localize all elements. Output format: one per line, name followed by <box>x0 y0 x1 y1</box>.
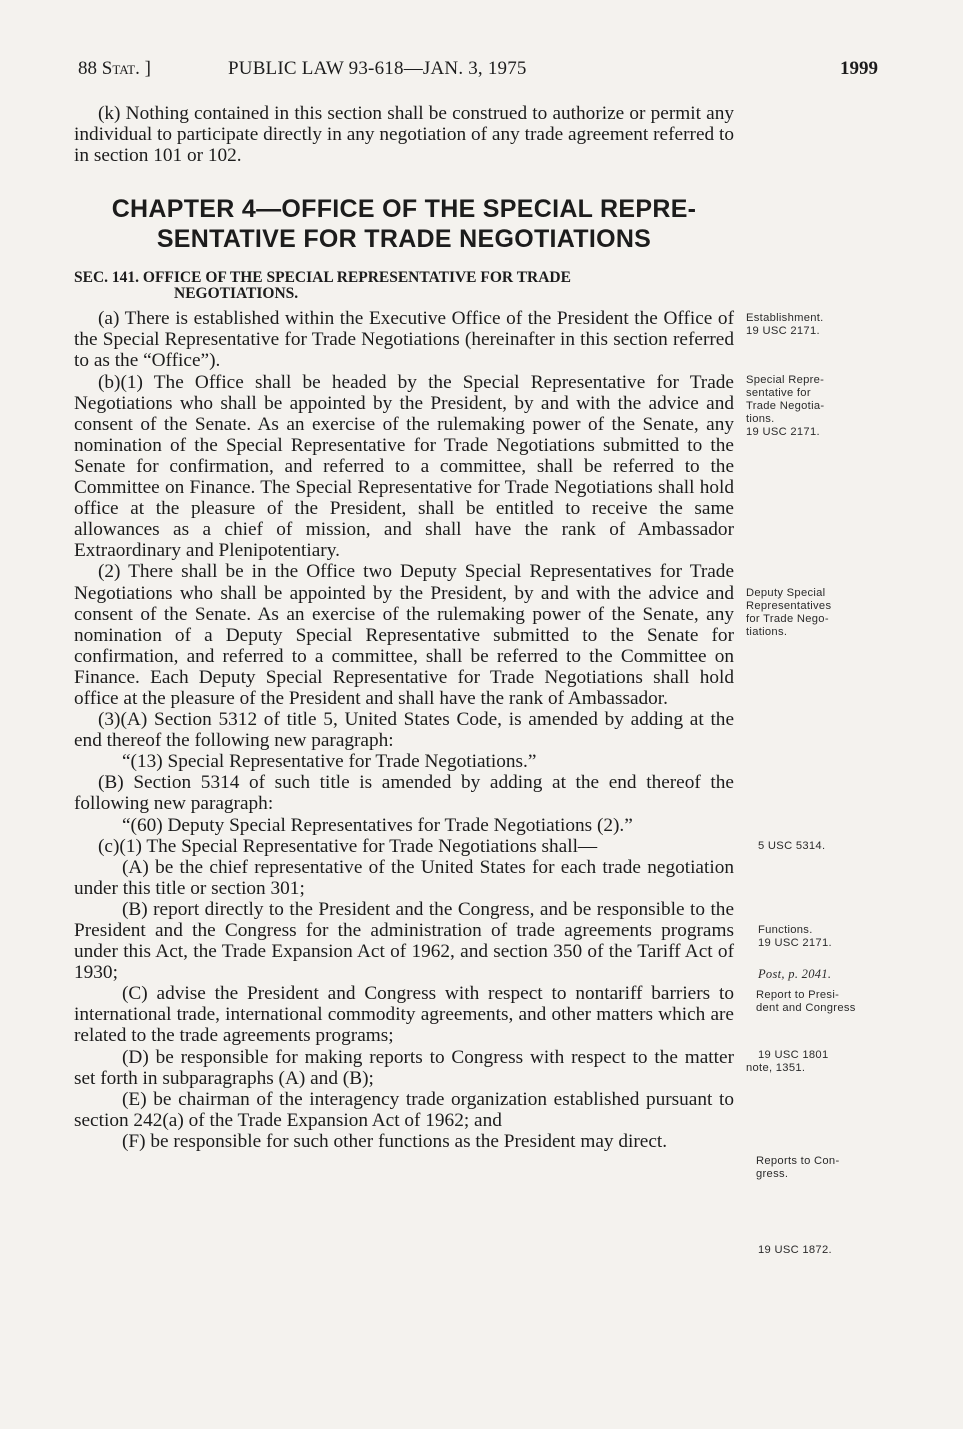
stat-reference: 88 Stat. ] <box>78 58 151 79</box>
margin-note-line: 5 USC 5314. <box>758 840 826 852</box>
margin-note-line: tions. <box>746 413 775 425</box>
margin-note-line: Special Repre- <box>746 374 825 386</box>
margin-note-5usc5314 <box>758 840 898 853</box>
margin-note-line: Trade Negotia- <box>746 400 825 412</box>
law-title: PUBLIC LAW 93-618—JAN. 3, 1975 <box>228 58 527 79</box>
margin-note-19usc1801 <box>746 1049 886 1075</box>
statute-body <box>74 103 734 1152</box>
paragraph-a: (a) There is established within the Executive Office of the President the Office of the Special Representative for Trade Negotiations (hereinafter in this section referred to as the “Office”). <box>74 308 734 372</box>
margin-note-line: Reports to Con- <box>756 1155 840 1167</box>
margin-note-line: 19 USC 2171. <box>746 325 820 337</box>
post-reference: Post, p. 2041. <box>758 967 832 981</box>
margin-note-report <box>756 989 896 1015</box>
paragraph-c1: (c)(1) The Special Representative for Trade Negotiations shall— <box>98 835 598 857</box>
chapter-heading-line1: CHAPTER 4—OFFICE OF THE SPECIAL REPRE- <box>111 195 697 224</box>
margin-note-deputy <box>746 587 886 639</box>
paragraph-cF: (F) be responsible for such other functions as the President may direct. <box>122 1130 668 1152</box>
paragraph-b1: (b)(1) The Office shall be headed by the Special Representative for Trade Negotiations who shall be appointed by the President, by and with the advice and consent of the Senate. As an exercise of the rulemaking power of the Senate, any nomination of the Special Representative for Trade Negotiations submitted to the Senate for confirmation, and referred to a committee, shall be referred to the Committee on Finance. The Special Representative for Trade Negotiations shall hold office at the pleasure of the President, shall be entitled to receive the same allowances as a chief of mission, and shall have the rank of Ambassador Extraordinary and Plenipotentiary. <box>74 371 734 562</box>
paragraph-cD: (D) be responsible for making reports to Congress with respect to the matter set forth in subparagraphs (A) and (B); <box>74 1046 734 1089</box>
chapter-heading <box>74 194 734 254</box>
margin-note-line: tiations. <box>746 626 788 638</box>
paragraph-cA: (A) be the chief representative of the United States for each trade negotiation under this title or section 301; <box>74 856 734 899</box>
margin-note-special-representative <box>746 374 886 439</box>
paragraph-b3A: (3)(A) Section 5312 of title 5, United States Code, is amended by adding at the end thereof the following new paragraph: <box>74 709 734 752</box>
paragraph-cE: (E) be chairman of the interagency trade organization established pursuant to section 242(a) of the Trade Expansion Act of 1962; and <box>74 1088 734 1131</box>
margin-note-line: Representatives <box>746 600 832 612</box>
quote-13: “(13) Special Representative for Trade Negotiations.” <box>122 751 537 773</box>
margin-note-line: Functions. <box>758 924 813 936</box>
paragraph-b2: (2) There shall be in the Office two Deputy Special Representatives for Trade Negotiations who shall be appointed by the President, by and with the advice and consent of the Senate. As an exercise of the rulemaking power of the Senate, any nomination of a Deputy Special Representative submitted to the Senate for confirmation, and referred to a committee, shall be referred to the Committee on Finance. Each Deputy Special Representative for Trade Negotiations shall hold office at the pleasure of the President and shall have the rank of Ambassador. <box>74 561 734 709</box>
paragraph-b3B: (B) Section 5314 of such title is amended by adding at the end thereof the following new paragraph: <box>74 772 734 815</box>
margin-note-line: 19 USC 2171. <box>746 426 820 438</box>
margin-note-line: note, 1351. <box>746 1062 806 1074</box>
margin-note-post <box>758 968 898 982</box>
margin-note-line <box>758 968 898 982</box>
margin-note-line: 19 USC 2171. <box>758 937 832 949</box>
quote-60: “(60) Deputy Special Representatives for Trade Negotiations (2).” <box>122 814 633 836</box>
margin-note-line: gress. <box>756 1168 789 1180</box>
margin-note-line: 19 USC 1801 <box>758 1049 829 1061</box>
paragraph-k: (k) Nothing contained in this section shall be construed to authorize or permit any individual to participate directly in any negotiation of any trade agreement referred to in section 101 or 102. <box>74 103 734 167</box>
margin-note-line: Report to Presi- <box>756 989 840 1001</box>
margin-note-line: 19 USC 1872. <box>758 1244 832 1256</box>
paragraph-cC: (C) advise the President and Congress with respect to nontariff barriers to international trade, international commodity agreements, and other matters which are related to the trade agreements programs; <box>74 983 734 1047</box>
margin-note-establishment <box>746 312 886 338</box>
section-heading <box>74 270 734 302</box>
page-header <box>78 58 878 88</box>
chapter-heading-line2: SENTATIVE FOR TRADE NEGOTIATIONS <box>156 225 652 254</box>
margin-note-19usc1872 <box>758 1244 898 1257</box>
margin-note-line: Deputy Special <box>746 587 826 599</box>
section-heading-line2: NEGOTIATIONS. <box>174 285 299 303</box>
margin-note-functions <box>758 924 898 950</box>
margin-note-line: Establishment. <box>746 312 824 324</box>
margin-note-line: for Trade Nego- <box>746 613 829 625</box>
margin-note-line: sentative for <box>746 387 811 399</box>
margin-note-reports <box>756 1155 896 1181</box>
page-number: 1999 <box>840 58 878 79</box>
section-heading-line1: SEC. 141. OFFICE OF THE SPECIAL REPRESENTATIVE FOR TRADE <box>74 269 571 287</box>
paragraph-cB: (B) report directly to the President and the Congress, and be responsible to the President and the Congress for the administration of trade agreements programs under this Act, the Trade Expansion Act of 1962, and section 350 of the Tariff Act of 1930; <box>74 898 734 984</box>
margin-note-line: dent and Congress <box>756 1002 856 1014</box>
